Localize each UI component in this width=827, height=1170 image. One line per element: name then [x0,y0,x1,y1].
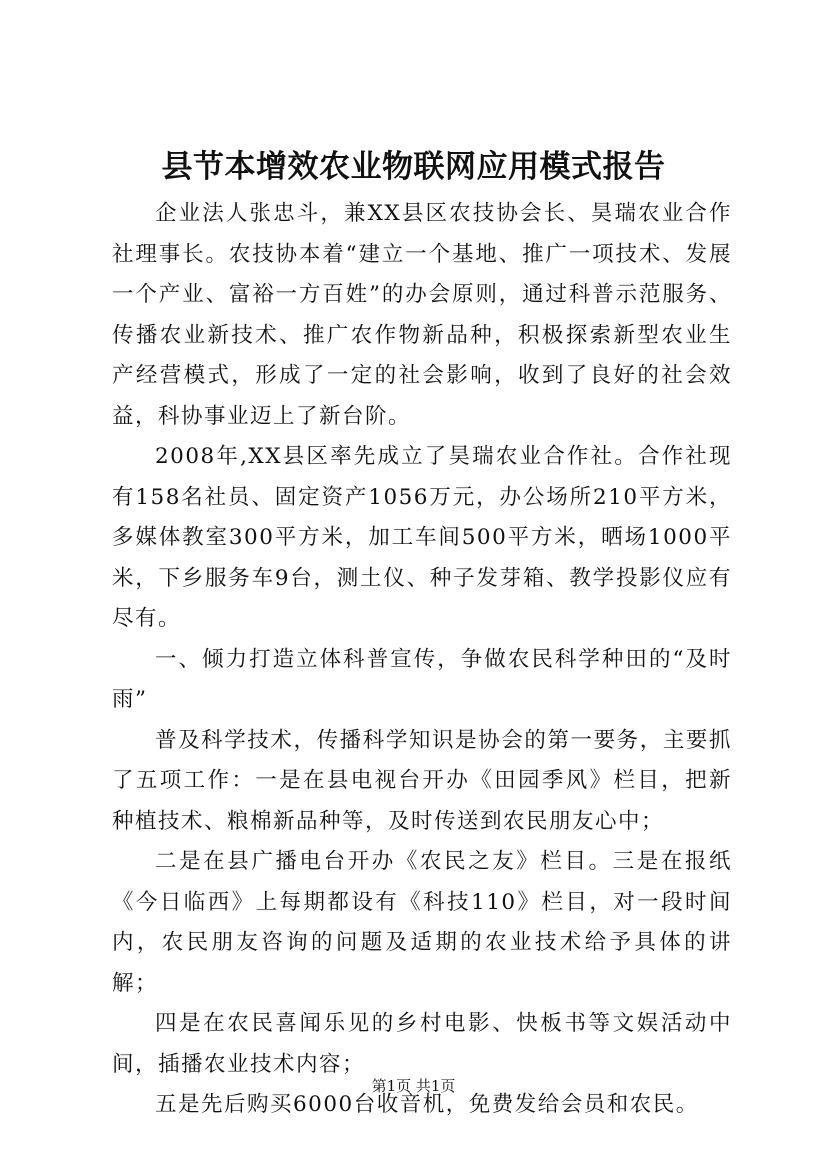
paragraph-intro: 企业法人张忠斗，兼XX县区农技协会长、昊瑞农业合作社理事长。农技协本着“建立一个基地、推广一项技术、发展一个产业、富裕一方百姓”的办会原则，通过科普示范服务、传播农业新技术、推广农作物新品种，积极探索新型农业生产经营模式，形成了一定的社会影响，收到了良好的社会效益，科协事业迈上了新台阶。 [112,201,732,429]
document-body [112,194,732,1126]
paragraph-radios: 五是先后购买6000台收音机，免费发给会员和农民。 [155,1092,699,1117]
document-title: 县节本增效农业物联网应用模式报告 [161,149,666,185]
paragraph-five-works: 普及科学技术，传播科学知识是协会的第一要务，主要抓了五项工作：一是在县电视台开办《田园季风》栏目，把新种植技术、粮棉新品种等，及时传送到农民朋友心中； [112,727,732,834]
page-number: 第1页 共1页 [371,1077,456,1095]
paragraph-cooperative: 2008年,XX县区率先成立了昊瑞农业合作社。合作社现有158名社员、固定资产1056万元，办公场所210平方米，多媒体教室300平方米，加工车间500平方米，晒场1000平米，下乡服务车9台，测土仪、种子发芽箱、教学投影仪应有尽有。 [112,444,732,631]
paragraph-radio-newspaper: 二是在县广播电台开办《农民之友》栏目。三是在报纸《今日临西》上每期都设有《科技110》栏目，对一段时间内，农民朋友咨询的问题及适期的农业技术给予具体的讲解； [112,849,732,996]
paragraph-entertainment: 四是在农民喜闻乐见的乡村电影、快板书等文娱活动中间，插播农业技术内容； [112,1011,732,1077]
section-heading-1: 一、倾力打造立体科普宣传，争做农民科学种田的“及时雨” [112,646,732,712]
